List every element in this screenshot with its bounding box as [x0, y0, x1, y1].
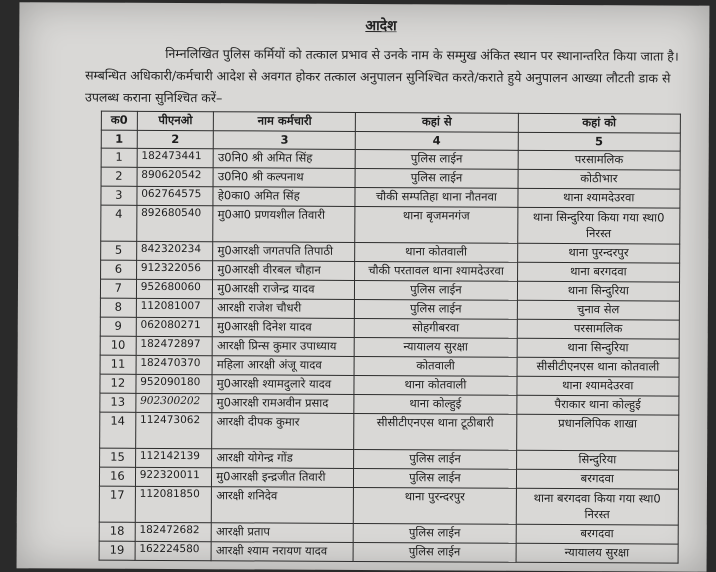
- row-pno: 112473062: [135, 412, 212, 448]
- row-name: मु0आरक्षी इन्द्रजीत तिवारी: [212, 468, 354, 488]
- row-pno: 892680540: [136, 205, 213, 241]
- row-from: सीसीटीएनएस थाना टूठीबारी: [354, 413, 517, 450]
- row-pno: 182470370: [136, 355, 213, 374]
- row-pno: 162224580: [135, 541, 212, 560]
- row-pno: 890620542: [137, 167, 214, 186]
- row-serial: 2: [101, 167, 137, 186]
- row-serial: 7: [100, 279, 136, 298]
- row-from: सोहगीबरवा: [354, 318, 516, 338]
- header-name: नाम कर्मचारी: [214, 112, 356, 132]
- header-pno: पीएनओ: [137, 111, 214, 130]
- row-to: कोठीभार: [518, 169, 680, 189]
- index-cell: 3: [214, 131, 356, 150]
- row-from: थाना कोल्हुई: [354, 394, 516, 414]
- row-from: थाना कोतवाली: [355, 242, 517, 262]
- row-serial: 10: [100, 336, 136, 355]
- row-serial: 3: [101, 186, 137, 205]
- row-name: मु0आरक्षी राजेन्द्र यादव: [213, 280, 355, 300]
- header-from: कहां से: [356, 112, 518, 132]
- page-title: आदेश: [365, 18, 397, 35]
- row-to: थाना सिन्दुरिया: [517, 338, 679, 358]
- row-from: पुलिस लाईन: [355, 168, 517, 188]
- row-pno: 062080271: [136, 317, 213, 336]
- row-to: परसामलिक: [517, 319, 679, 339]
- row-name: आरक्षी दीपक कुमार: [212, 413, 354, 450]
- row-name: मु0आरक्षी वीरबल चौहान: [213, 261, 355, 281]
- table-row: [99, 486, 678, 525]
- row-from: पुलिस लाईन: [354, 449, 516, 469]
- row-pno: 062764575: [137, 186, 214, 205]
- row-name: मु0आरक्षी श्यामदुलारे यादव: [212, 375, 354, 395]
- row-name: आरक्षी राजेश चौधरी: [213, 299, 355, 319]
- index-cell: 5: [518, 132, 680, 151]
- row-name: आरक्षी शनिदेव: [212, 487, 354, 524]
- row-to: थाना सिन्दुरिया किया गया स्था0 निरस्त: [517, 207, 680, 244]
- index-cell: 2: [137, 130, 214, 148]
- row-to: सिन्दुरिया: [516, 450, 678, 470]
- row-serial: 17: [99, 486, 135, 522]
- row-pno: 112081007: [136, 298, 213, 317]
- row-to: बरगदवा: [516, 524, 678, 544]
- row-name: आरक्षी योगेन्द्र गोंड: [212, 449, 354, 469]
- row-to: थाना श्यामदेउरवा: [518, 188, 680, 208]
- row-to: चुनाव सेल: [517, 300, 679, 320]
- row-name: उ0नि0 श्री अमित सिंह: [213, 149, 355, 169]
- row-name: आरक्षी प्रताप: [211, 523, 353, 543]
- row-serial: 1: [101, 148, 137, 167]
- row-serial: 9: [100, 317, 136, 336]
- row-serial: 12: [100, 374, 136, 393]
- row-to: बरगदवा: [516, 469, 678, 489]
- index-cell: 1: [101, 130, 137, 148]
- row-name: मु0आरक्षी दिनेश यादव: [213, 318, 355, 338]
- index-cell: 4: [355, 131, 517, 150]
- row-name: आरक्षी प्रिन्स कुमार उपाध्याय: [212, 337, 354, 357]
- row-from: न्यायालय सुरक्षा: [354, 337, 516, 357]
- table-row: [101, 205, 680, 244]
- row-serial: 16: [99, 467, 135, 486]
- row-pno: 912322056: [136, 260, 213, 279]
- table-row: [99, 541, 678, 563]
- row-serial: 8: [100, 298, 136, 317]
- row-name: मु0आरक्षी जगतपति तिपाठी: [213, 242, 355, 262]
- document-page: [17, 2, 710, 572]
- row-name: मु0आरक्षी रामअवीन प्रसाद: [212, 394, 354, 414]
- row-from: थाना बृजमनगंज: [355, 206, 518, 243]
- row-pno: 112142139: [135, 448, 212, 467]
- row-to: पैराकार थाना कोल्हुई: [516, 395, 678, 415]
- row-pno: 182472897: [136, 336, 213, 355]
- table-body: [99, 148, 680, 563]
- row-serial: 5: [101, 241, 137, 260]
- row-serial: 6: [101, 260, 137, 279]
- order-paragraph: [85, 43, 695, 112]
- row-to: परसामलिक: [518, 150, 680, 170]
- row-serial: 11: [100, 355, 136, 374]
- row-pno: 112081850: [135, 486, 212, 522]
- row-serial: 13: [100, 393, 136, 412]
- row-name: आरक्षी श्याम नरायण यादव: [211, 542, 353, 562]
- row-to: थाना बरगदवा किया गया स्था0 निरस्त: [516, 488, 679, 525]
- row-serial: 19: [99, 541, 135, 560]
- row-from: पुलिस लाईन: [355, 299, 517, 319]
- row-serial: 15: [100, 448, 136, 467]
- row-from: पुलिस लाईन: [353, 542, 515, 562]
- row-name: महिला आरक्षी अंजू यादव: [212, 356, 354, 376]
- header-to: कहां को: [518, 113, 680, 133]
- row-serial: 18: [99, 522, 135, 541]
- row-to: थाना पुरन्दरपुर: [517, 243, 679, 263]
- transfer-table: [99, 111, 681, 564]
- row-to: सीसीटीएनएस थाना कोतवाली: [517, 357, 679, 377]
- row-to: प्रधानलिपिक शाखा: [516, 414, 679, 451]
- row-serial: 14: [100, 412, 136, 448]
- row-pno: 902300202: [136, 393, 213, 412]
- row-from: पुलिस लाईन: [355, 149, 517, 169]
- row-pno: 182472682: [135, 522, 212, 541]
- row-from: कोतवाली: [354, 356, 516, 376]
- row-pno: 952680060: [136, 279, 213, 298]
- row-pno: 952090180: [136, 374, 213, 393]
- row-pno: 922320011: [135, 467, 212, 486]
- row-name: उ0नि0 श्री कल्पनाथ: [213, 168, 355, 188]
- table-row: [100, 412, 679, 451]
- row-to: थाना सिन्दुरिया: [517, 281, 679, 301]
- row-from: थाना कोतवाली: [354, 375, 516, 395]
- row-pno: 842320234: [136, 241, 213, 260]
- row-to: थाना श्यामदेउरवा: [517, 376, 679, 396]
- row-from: पुलिस लाईन: [354, 468, 516, 488]
- row-serial: 4: [101, 205, 137, 241]
- order-text: निम्नलिखित पुलिस कर्मियों को तत्काल प्रभाव से उनके नाम के सम्मुख अंकित स्थान पर स्थानान्तरित किया जाता है। सम्बन्धित अधिकारी/कर्मचारी आदेश से अवगत होकर तत्काल अनुपालन सुनिश्चित करते/कराते हुये अनुपालन आख्या लौटती डाक से उपलब्ध कराना सुनिश्चित करें–: [84, 45, 679, 106]
- row-from: चौकी परतावल थाना श्यामदेउरवा: [355, 261, 517, 281]
- row-to: न्यायालय सुरक्षा: [516, 543, 678, 563]
- row-pno: 182473441: [137, 148, 214, 167]
- row-to: थाना बरगदवा: [517, 262, 679, 282]
- header-sn: क0: [101, 111, 137, 130]
- row-from: पुलिस लाईन: [355, 280, 517, 300]
- row-name: मु0आ0 प्रणयशील तिवारी: [213, 206, 355, 243]
- row-from: पुलिस लाईन: [353, 523, 515, 543]
- row-from: चौकी सम्पतिहा थाना नौतनवा: [355, 187, 517, 207]
- row-from: थाना पुरन्दरपुर: [354, 487, 517, 524]
- row-name: हे0का0 अमित सिंह: [213, 187, 355, 207]
